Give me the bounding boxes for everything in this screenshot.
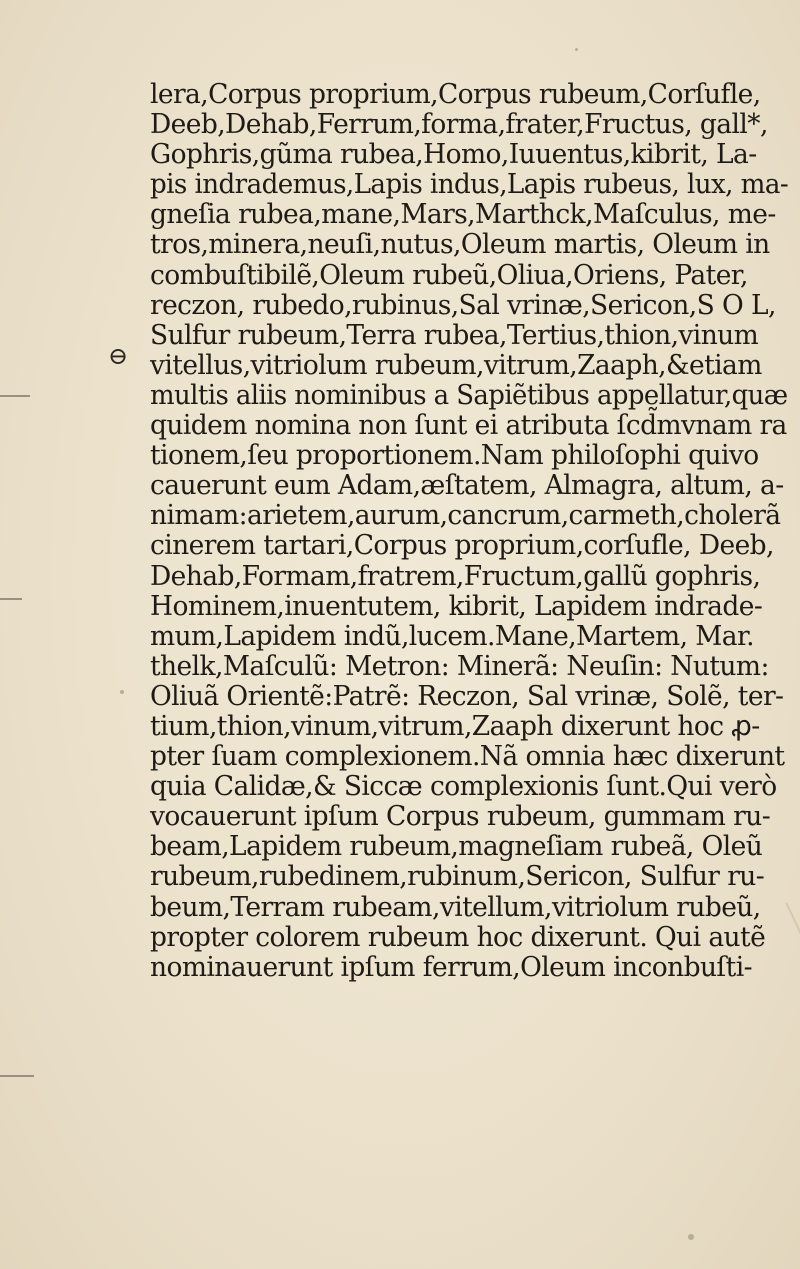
text-line: gneſia rubea,mane,Mars,Marthck,Maſculus, me- (150, 199, 776, 231)
text-line: tionem,ſeu proportionem.Nam philoſophi quivo (150, 440, 759, 472)
paper-stain (120, 690, 124, 694)
text-line: mum,Lapidem indũ,lucem.Mane,Martem, Mar. (150, 620, 755, 652)
text-line: Sulfur rubeum,Terra rubea,Tertius,thion,vinum (150, 319, 759, 351)
text-line: Dehab,Formam,fratrem,Fructum,gallũ gophris, (150, 560, 761, 592)
text-line: propter colorem rubeum hoc dixerunt. Qui autẽ (150, 921, 766, 953)
text-line: multis aliis nominibus a Sapiẽtibus appellatur,quæ (150, 379, 788, 411)
text-line: tros,minera,neuſi,nutus,Oleum martis, Oleum in (150, 229, 770, 261)
text-line: lera,Corpus proprium,Corpus rubeum,Corſufle, (150, 79, 761, 110)
edge-mark (0, 395, 30, 397)
text-line: quidem nomina non ſunt ei atributa ſcd̃mvnam ra (150, 410, 787, 442)
text-line: pis indrademus,Lapis indus,Lapis rubeus, lux, ma- (150, 169, 789, 201)
margin-symbol: ⊖ (108, 342, 129, 370)
text-line: combuſtibilẽ,Oleum rubeũ,Oliua,Oriens, Pater, (150, 259, 748, 291)
text-line: vocauerunt ipſum Corpus rubeum, gummam ru- (150, 801, 771, 833)
text-line: beam,Lapidem rubeum,magneſiam rubeã, Oleũ (150, 831, 763, 863)
text-line: Gophris,gũma rubea,Homo,Iuuentus,kibrit, La- (150, 139, 757, 171)
text-line: cauerunt eum Adam,æſtatem, Almagra, altum, a- (150, 470, 784, 502)
text-line: vitellus,vitriolum rubeum,vitrum,Zaaph,&etiam (150, 349, 762, 381)
text-line: quia Calidæ,& Siccæ complexionis ſunt.Qui verò (150, 771, 777, 803)
text-line: nominauerunt ipſum ferrum,Oleum inconbuſti- (150, 951, 752, 983)
text-line: cinerem tartari,Corpus proprium,corſufle, Deeb, (150, 530, 774, 562)
paper-stain (688, 1234, 694, 1240)
text-line: pter ſuam complexionem.Nã omnia hæc dixerunt (150, 741, 785, 773)
paper-stain (575, 48, 578, 51)
text-line: Deeb,Dehab,Ferrum,forma,frater,Fructus, gall*, (150, 109, 768, 141)
edge-mark (0, 598, 22, 600)
text-line: reczon, rubedo,rubinus,Sal vrinæ,Sericon,S O L, (150, 289, 776, 321)
edge-mark (0, 1075, 34, 1077)
text-block (150, 80, 800, 983)
text-line: nimam:arietem,aurum,cancrum,carmeth,cholerã (150, 500, 781, 532)
text-line: rubeum,rubedinem,rubinum,Sericon, Sulfur ru- (150, 861, 765, 893)
text-line: Oliuã Orientẽ:Patrẽ: Reczon, Sal vrinæ, Solẽ, ter- (150, 680, 784, 712)
text-line: Hominem,inuentutem, kibrit, Lapidem indrade- (150, 590, 763, 622)
text-line: beum,Terram rubeam,vitellum,vitriolum rubeũ, (150, 891, 761, 923)
text-line: thelk,Maſculũ: Metron: Minerã: Neuſin: Nutum: (150, 650, 769, 682)
text-line: tium,thion,vinum,vitrum,Zaaph dixerunt hoc ꝓ- (150, 710, 760, 742)
